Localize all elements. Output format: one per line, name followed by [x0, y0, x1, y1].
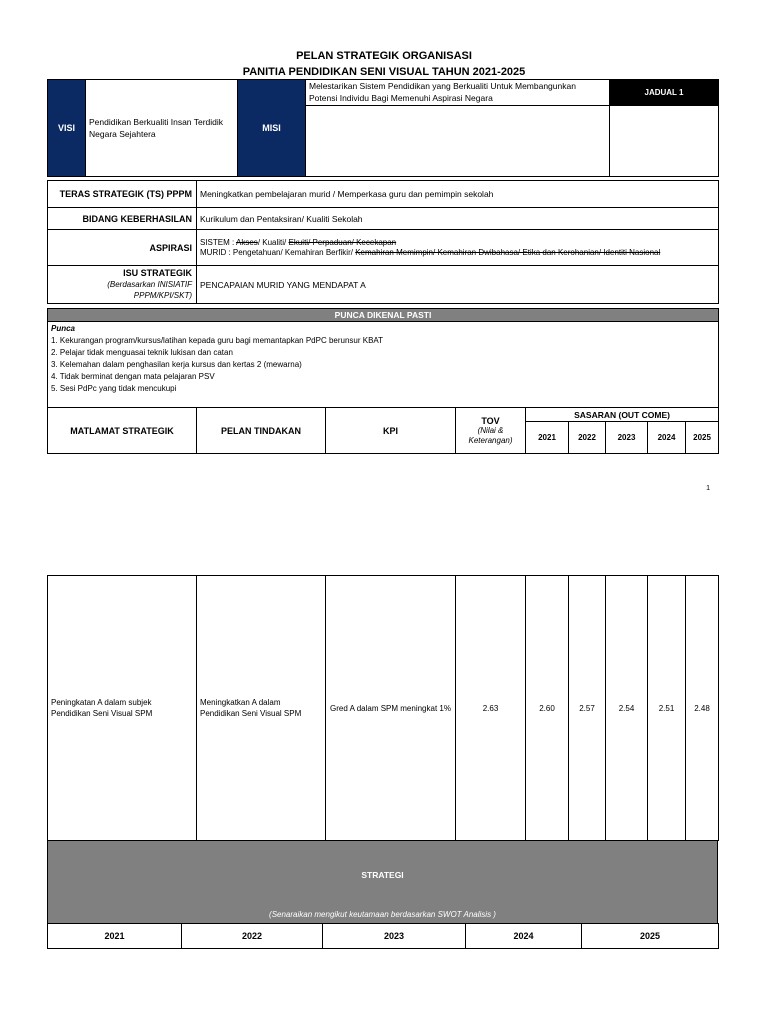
page-subtitle: PANITIA PENDIDIKAN SENI VISUAL TAHUN 2021-2025	[242, 66, 526, 78]
punca-item: 5. Sesi PdPc yang tidak mencukupi	[51, 384, 177, 393]
column-header-table	[47, 407, 719, 454]
misi-label: MISI	[238, 80, 306, 177]
visi-misi-table	[47, 79, 719, 177]
strategi-year: 2025	[582, 924, 719, 949]
strategi-label: STRATEGI	[361, 870, 404, 880]
col-year: 2025	[686, 422, 719, 454]
col-sasaran: SASARAN (OUT COME)	[526, 408, 719, 422]
strategic-table	[47, 180, 719, 304]
bidang-text: Kurikulum dan Pentaksiran/ Kualiti Sekolah	[197, 208, 719, 230]
punca-label: Punca	[51, 324, 76, 333]
row-matlamat: Peningkatan A dalam subjek Pendidikan Seni Visual SPM	[48, 576, 197, 841]
col-tov-label: TOV	[481, 415, 500, 426]
col-year: 2021	[526, 422, 569, 454]
isu-sub: (Berdasarkan INISIATIF PPPM/KPI/SKT)	[107, 280, 192, 300]
data-row-table	[47, 575, 719, 841]
row-target: 2.57	[569, 576, 606, 841]
aspirasi-murid: MURID : Pengetahuan/ Kemahiran Berfikir/ Kemahiran Memimpin/ Kemahiran Dwibahasa/ Etika dan Kerohanian/ Identiti Nasional	[200, 247, 661, 257]
row-pelan: Meningkatkan A dalam Pendidikan Seni Visual SPM	[197, 576, 326, 841]
teras-text: Meningkatkan pembelajaran murid / Memperkasa guru dan pemimpin sekolah	[197, 181, 719, 208]
row-target: 2.51	[648, 576, 686, 841]
teras-label: TERAS STRATEGIK (TS) PPPM	[48, 181, 197, 208]
strategi-year: 2022	[182, 924, 323, 949]
aspirasi-text	[197, 230, 719, 266]
strategi-note: (Senaraikan mengikut keutamaan berdasarkan SWOT Analisis )	[269, 910, 496, 919]
punca-list	[48, 322, 719, 408]
visi-label: VISI	[48, 80, 86, 177]
page-number: 1	[706, 485, 710, 492]
punca-item: 1. Kekurangan program/kursus/latihan kepada guru bagi memantapkan PdPC berunsur KBAT	[51, 336, 384, 345]
strategi-block	[47, 841, 718, 923]
row-tov: 2.63	[456, 576, 526, 841]
strategi-year: 2024	[466, 924, 582, 949]
strategi-year: 2021	[48, 924, 182, 949]
col-matlamat: MATLAMAT STRATEGIK	[48, 408, 197, 454]
col-tov	[456, 408, 526, 454]
misi-empty	[306, 106, 610, 177]
col-year: 2024	[648, 422, 686, 454]
isu-label-cell	[48, 266, 197, 304]
punca-item: 4. Tidak berminat dengan mata pelajaran PSV	[51, 372, 215, 381]
punca-table	[47, 308, 719, 408]
row-kpi: Gred A dalam SPM meningkat 1%	[326, 576, 456, 841]
col-tov-sub: (Nilai & Keterangan)	[468, 425, 513, 445]
isu-label: ISU STRATEGIK	[123, 268, 192, 278]
punca-header: PUNCA DIKENAL PASTI	[48, 309, 719, 322]
punca-item: 3. Kelemahan dalam penghasilan kerja kursus dan kertas 2 (mewarna)	[51, 360, 302, 369]
punca-item: 2. Pelajar tidak menguasai teknik lukisan dan catan	[51, 348, 233, 357]
col-year: 2022	[569, 422, 606, 454]
misi-text: Melestarikan Sistem Pendidikan yang Berkualiti Untuk Membangunkan Potensi Individu Bagi Memenuhi Aspirasi Negara	[306, 80, 610, 106]
strategi-years-table	[47, 923, 719, 949]
visi-text: Pendidikan Berkualiti Insan Terdidik Negara Sejahtera	[86, 80, 238, 177]
col-pelan: PELAN TINDAKAN	[197, 408, 326, 454]
row-target: 2.48	[686, 576, 719, 841]
row-target: 2.54	[606, 576, 648, 841]
aspirasi-label: ASPIRASI	[48, 230, 197, 266]
jadual-label: JADUAL 1	[610, 80, 719, 106]
strategi-year: 2023	[323, 924, 466, 949]
col-kpi: KPI	[326, 408, 456, 454]
aspirasi-sistem: SISTEM : Akses/ Kualiti/ Ekuiti/ Perpaduan/ Kecekapan	[200, 237, 397, 247]
isu-text: PENCAPAIAN MURID YANG MENDAPAT A	[197, 266, 719, 304]
page-title: PELAN STRATEGIK ORGANISASI	[296, 50, 472, 62]
jadual-empty	[610, 106, 719, 177]
col-year: 2023	[606, 422, 648, 454]
bidang-label: BIDANG KEBERHASILAN	[48, 208, 197, 230]
row-target: 2.60	[526, 576, 569, 841]
